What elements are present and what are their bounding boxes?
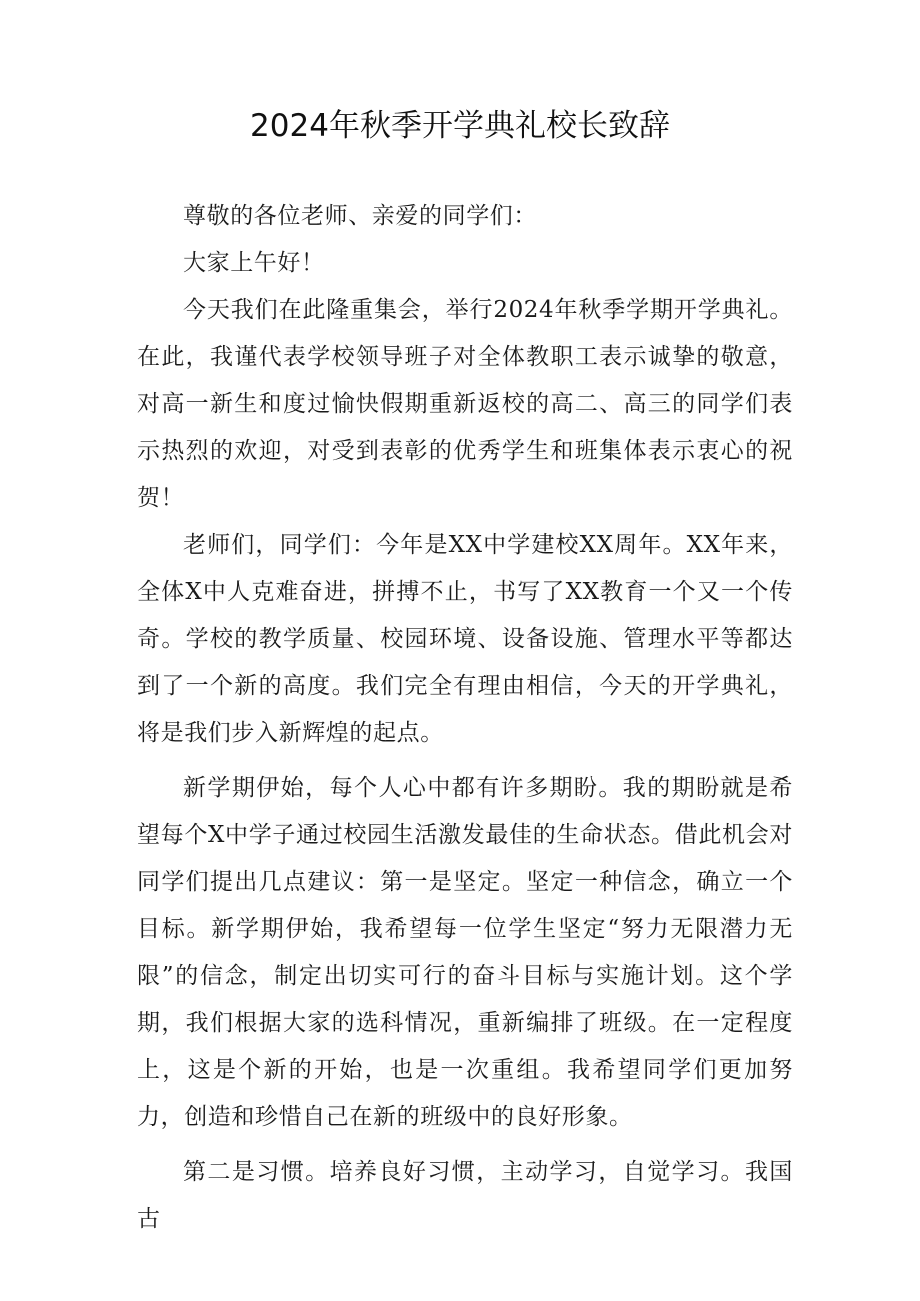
salutation-paragraph: 尊敬的各位老师、亲爱的同学们：	[183, 203, 537, 229]
anniversary-paragraph: 老师们，同学们：今年是XX中学建校XX周年。XX年来，全体X中人克难奋进，拼搏不止，书写了XX教育一个又一个传奇。学校的教学质量、校园环境、设备设施、管理水平等都达到了一个新的高度。我们完全有理由相信，今天的开学典礼，将是我们步入新辉煌的起点。	[137, 532, 793, 746]
habit-paragraph: 第二是习惯。培养良好习惯，主动学习，自觉学习。我国古	[137, 1159, 793, 1232]
greeting-paragraph: 大家上午好！	[183, 250, 325, 276]
suggestion-paragraph: 新学期伊始，每个人心中都有许多期盼。我的期盼就是希望每个X中学子通过校园生活激发最佳的生命状态。借此机会对同学们提出几点建议：第一是坚定。坚定一种信念，确立一个目标。新学期伊始，我希望每一位学生坚定“努力无限潜力无限”的信念，制定出切实可行的奋斗目标与实施计划。这个学期，我们根据大家的选科情况，重新编排了班级。在一定程度上，这是个新的开始，也是一次重组。我希望同学们更加努力，创造和珍惜自己在新的班级中的良好形象。	[137, 775, 793, 1130]
document-body	[137, 193, 793, 1251]
document-title: 2024年秋季开学典礼校长致辞	[250, 108, 670, 144]
opening-paragraph: 今天我们在此隆重集会，举行2024年秋季学期开学典礼。在此，我谨代表学校领导班子对全体教职工表示诚挚的敬意，对高一新生和度过愉快假期重新返校的高二、高三的同学们表示热烈的欢迎，对受到表彰的优秀学生和班集体表示衷心的祝贺！	[137, 297, 793, 511]
